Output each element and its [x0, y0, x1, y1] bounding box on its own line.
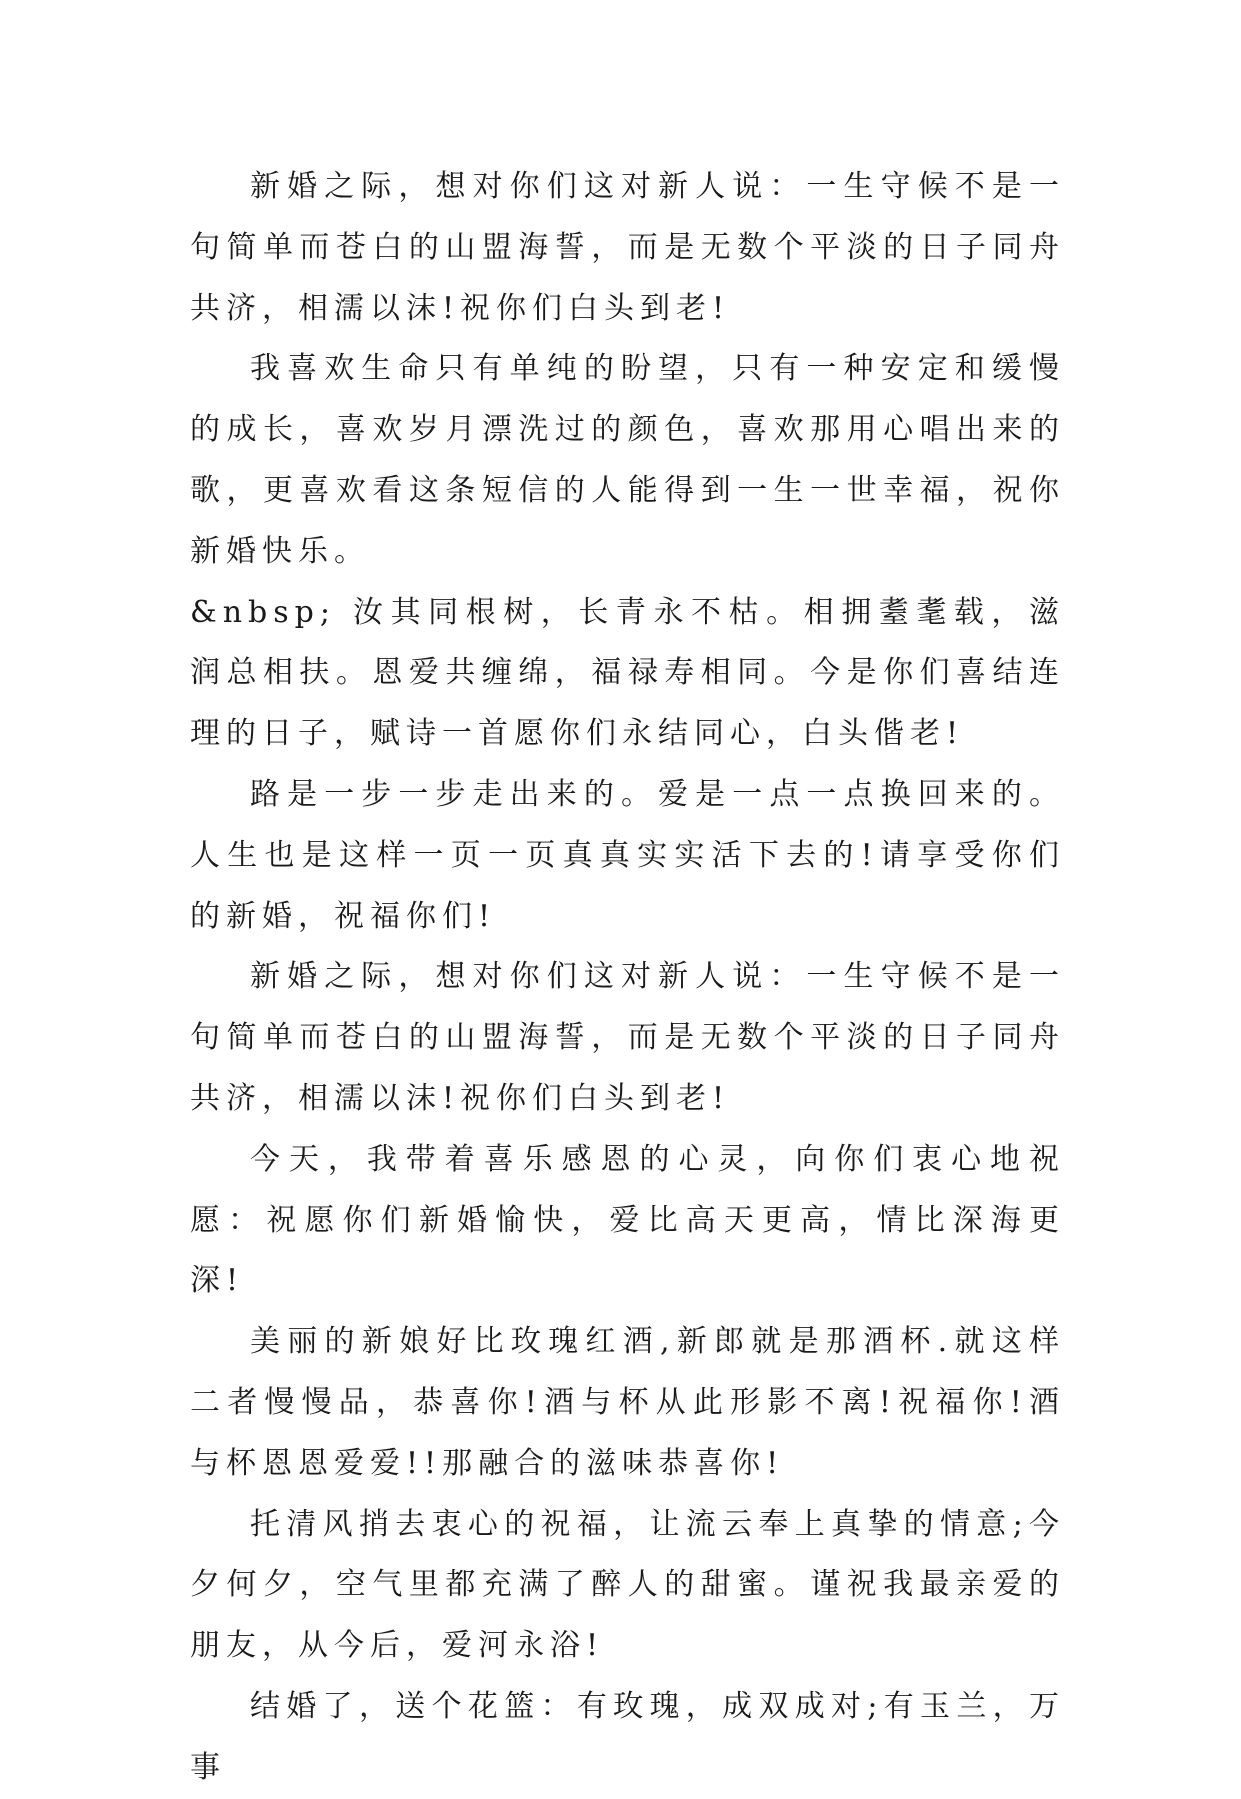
paragraph-6: 今天，我带着喜乐感恩的心灵，向你们衷心地祝愿：祝愿你们新婚愉快，爱比高天更高，情比深海更深!	[190, 1141, 1065, 1299]
paragraph-9: 结婚了，送个花篮：有玫瑰，成双成对;有玉兰，万事	[190, 1688, 1065, 1785]
document-body	[190, 157, 1065, 1799]
paragraph-7: 美丽的新娘好比玫瑰红酒,新郎就是那酒杯.就这样二者慢慢品，恭喜你!酒与杯从此形影不离!祝福你!酒与杯恩恩爱爱!!那融合的滋味恭喜你!	[190, 1324, 1065, 1481]
paragraph-1: 新婚之际，想对你们这对新人说：一生守候不是一句简单而苍白的山盟海誓，而是无数个平淡的日子同舟共济，相濡以沫!祝你们白头到老!	[190, 169, 1065, 326]
paragraph-3: &nbsp; 汝其同根树，长青永不枯。相拥耋耄载，滋润总相扶。恩爱共缠绵，福禄寿相同。今是你们喜结连理的日子，赋诗一首愿你们永结同心，白头偕老!	[190, 594, 1065, 752]
paragraph-4: 路是一步一步走出来的。爱是一点一点换回来的。人生也是这样一页一页真真实实活下去的!请享受你们的新婚，祝福你们!	[190, 776, 1065, 934]
paragraph-8: 托清风捎去衷心的祝福，让流云奉上真挚的情意;今夕何夕，空气里都充满了醉人的甜蜜。谨祝我最亲爱的朋友，从今后，爱河永浴!	[190, 1506, 1065, 1664]
paragraph-2: 我喜欢生命只有单纯的盼望，只有一种安定和缓慢的成长，喜欢岁月漂洗过的颜色，喜欢那用心唱出来的歌，更喜欢看这条短信的人能得到一生一世幸福，祝你新婚快乐。	[190, 351, 1065, 569]
paragraph-5: 新婚之际，想对你们这对新人说：一生守候不是一句简单而苍白的山盟海誓，而是无数个平淡的日子同舟共济，相濡以沫!祝你们白头到老!	[190, 959, 1065, 1116]
